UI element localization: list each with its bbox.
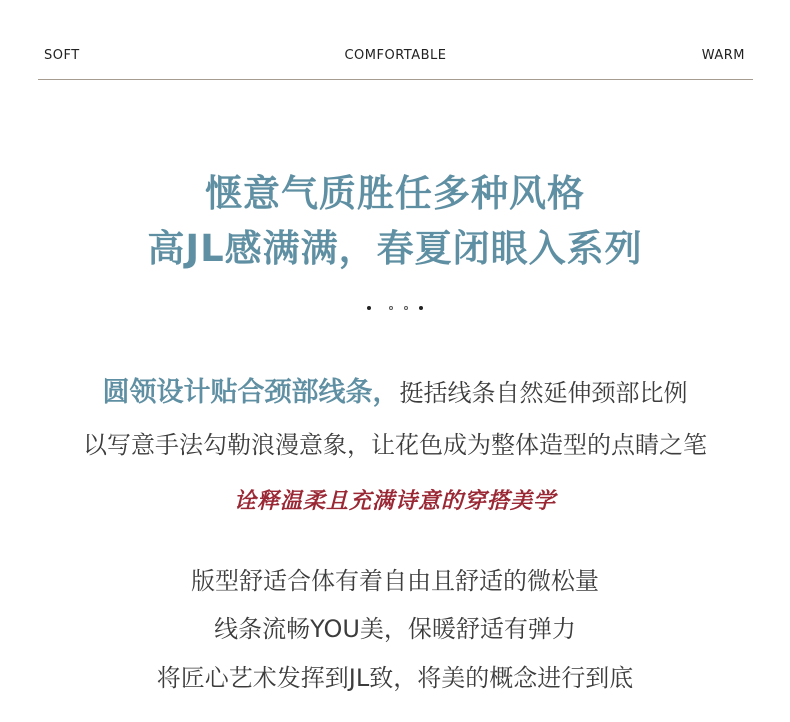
body-line-5: 将匠心艺术发挥到JL致，将美的概念进行到底 [156,664,634,692]
header-divider [38,79,753,80]
body-line-4: 线条流畅YOU美，保暖舒适有弹力 [214,615,576,643]
intro-rest-text: 挺括线条自然延伸颈部比例 [399,379,688,407]
tagline-comfortable: COMFORTABLE [344,48,447,63]
body-line-2: 以写意手法勾勒浪漫意象，让花色成为整体造型的点睛之笔 [83,431,707,459]
intro-lead-text: 圆领设计贴合颈部线条， [102,377,400,408]
carousel-dot[interactable] [389,306,393,310]
carousel-dot[interactable] [404,306,408,310]
tagline-bar [38,46,753,68]
intro-paragraph [0,370,790,409]
headline-line-2: 高JL感满满，春夏闭眼入系列 [147,227,643,270]
body-line-3: 版型舒适合体有着自由且舒适的微松量 [191,567,599,595]
carousel-dot[interactable] [419,306,423,310]
carousel-indicator [0,297,790,305]
headline-line-1: 惬意气质胜任多种风格 [205,172,585,215]
tagline-warm: WARM [701,48,745,63]
carousel-dot-active[interactable] [367,306,371,310]
accent-line: 诠释温柔且充满诗意的穿搭美学 [233,489,556,514]
tagline-soft: SOFT [44,48,80,63]
